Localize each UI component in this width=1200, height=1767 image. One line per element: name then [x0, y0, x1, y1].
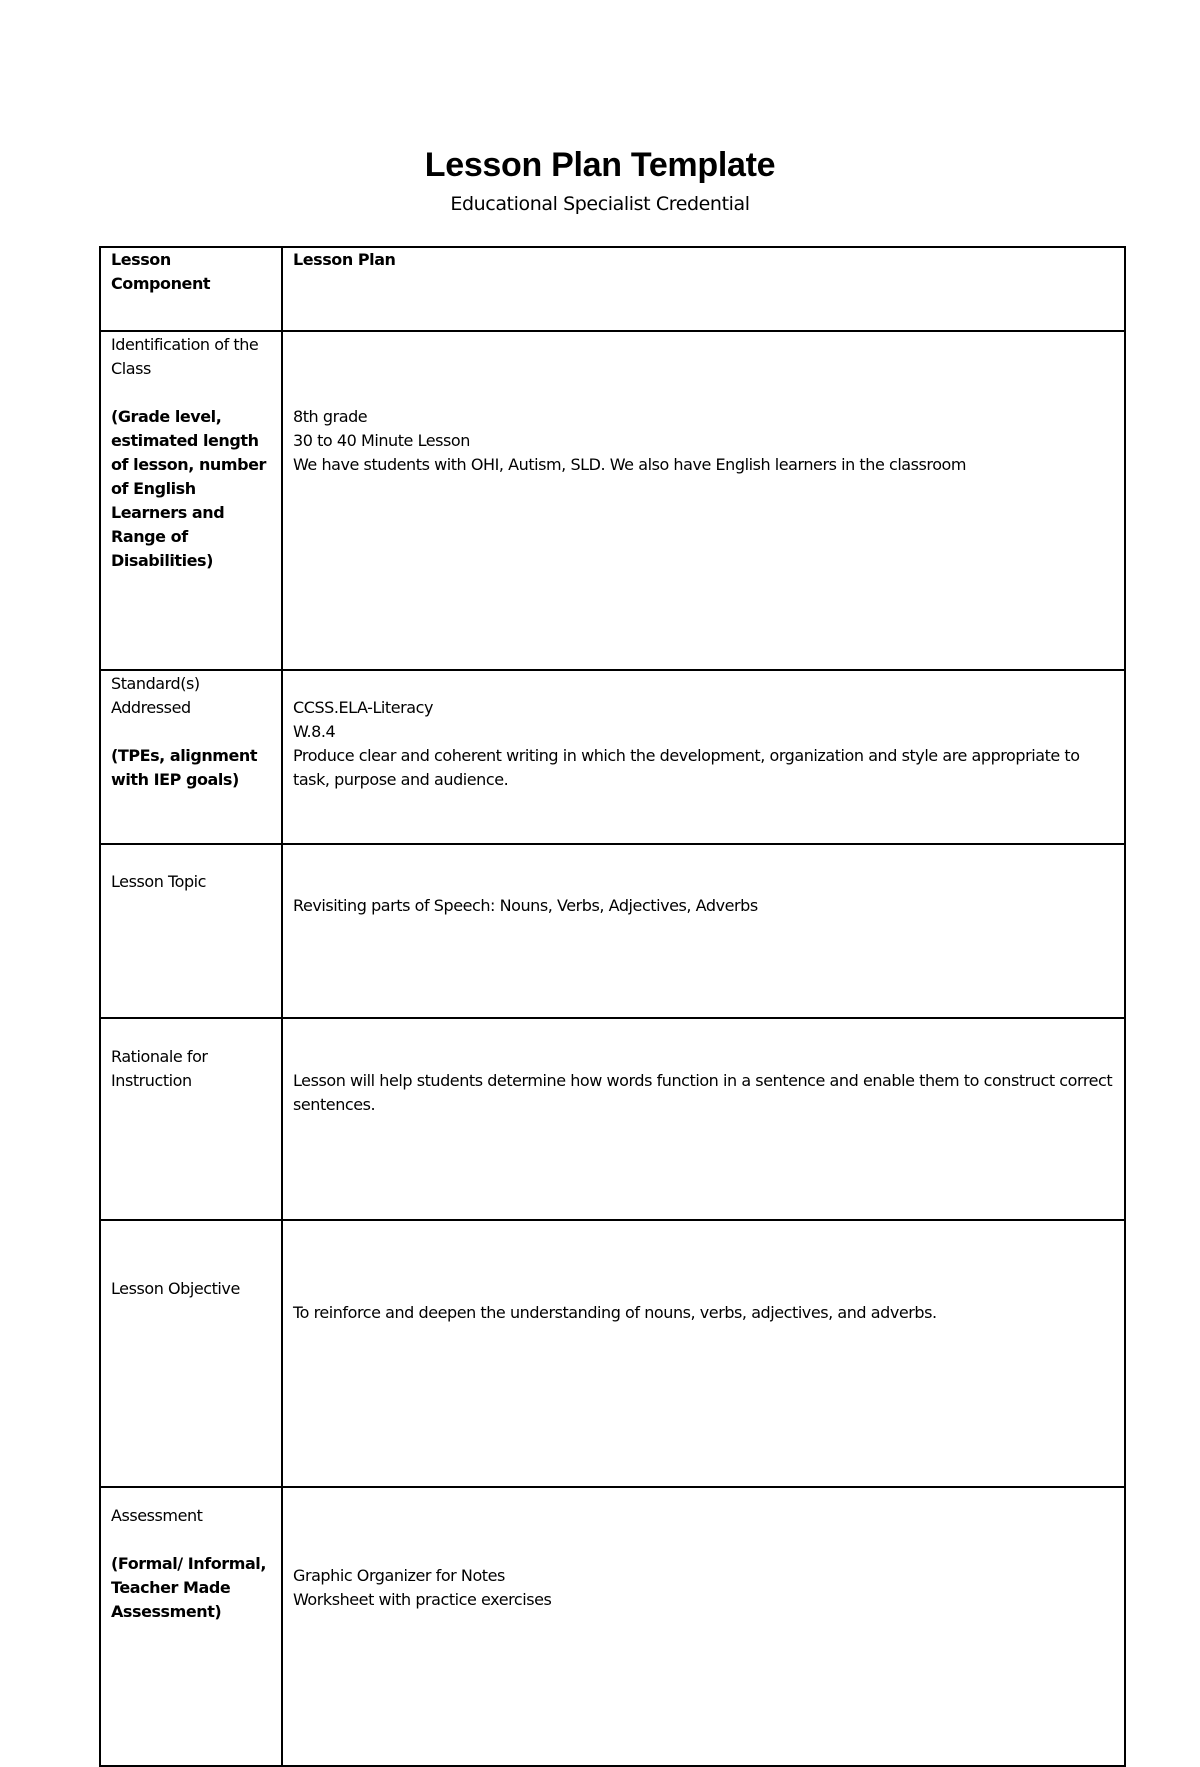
plan-line: Produce clear and coherent writing in which the development, organization and style are appropriate to task, purpose and audience. [293, 746, 1080, 789]
header-lesson-plan: Lesson Plan [282, 247, 1125, 331]
component-cell [100, 1220, 282, 1487]
component-note: (Formal/ Informal, Teacher Made Assessment) [111, 1554, 266, 1621]
component-label: Standard(s) Addressed [111, 674, 200, 717]
component-cell [100, 1487, 282, 1766]
component-label: Assessment [111, 1506, 203, 1525]
plan-cell [282, 1220, 1125, 1487]
lesson-plan-table [99, 246, 1126, 1767]
component-cell [100, 844, 282, 1018]
component-note: (TPEs, alignment with IEP goals) [111, 746, 258, 789]
component-note: (Grade level, estimated length of lesson, number of English Learners and Range of Disabilities) [111, 407, 266, 570]
table-row [100, 331, 1125, 670]
component-cell [100, 670, 282, 844]
plan-line: Graphic Organizer for Notes [293, 1566, 505, 1585]
plan-cell [282, 1487, 1125, 1766]
plan-line: Revisiting parts of Speech: Nouns, Verbs, Adjectives, Adverbs [293, 896, 758, 915]
plan-line: To reinforce and deepen the understanding of nouns, verbs, adjectives, and adverbs. [293, 1303, 937, 1322]
plan-line: 8th grade [293, 407, 368, 426]
document-title: Lesson Plan Template [424, 146, 776, 184]
component-label: Lesson Topic [111, 872, 207, 891]
component-label: Lesson Objective [111, 1279, 240, 1298]
plan-line: Lesson will help students determine how words function in a sentence and enable them to construct correct sentences. [293, 1071, 1113, 1114]
table-row [100, 1018, 1125, 1220]
component-cell [100, 331, 282, 670]
table-row [100, 1220, 1125, 1487]
plan-line: Worksheet with practice exercises [293, 1590, 552, 1609]
component-cell [100, 1018, 282, 1220]
plan-line: CCSS.ELA-Literacy [293, 698, 433, 717]
plan-cell [282, 331, 1125, 670]
document-subtitle: Educational Specialist Credential [450, 193, 750, 215]
plan-line: W.8.4 [293, 722, 336, 741]
component-label: Rationale for Instruction [111, 1047, 208, 1090]
header-lesson-component: Lesson Component [100, 247, 282, 331]
plan-cell [282, 844, 1125, 1018]
table-header-row [100, 247, 1125, 331]
table-row [100, 1487, 1125, 1766]
table-row [100, 670, 1125, 844]
plan-line: 30 to 40 Minute Lesson [293, 431, 470, 450]
plan-cell [282, 670, 1125, 844]
component-label: Identification of the Class [111, 335, 259, 378]
table-row [100, 844, 1125, 1018]
plan-cell [282, 1018, 1125, 1220]
plan-line: We have students with OHI, Autism, SLD. We also have English learners in the classroom [293, 455, 967, 474]
